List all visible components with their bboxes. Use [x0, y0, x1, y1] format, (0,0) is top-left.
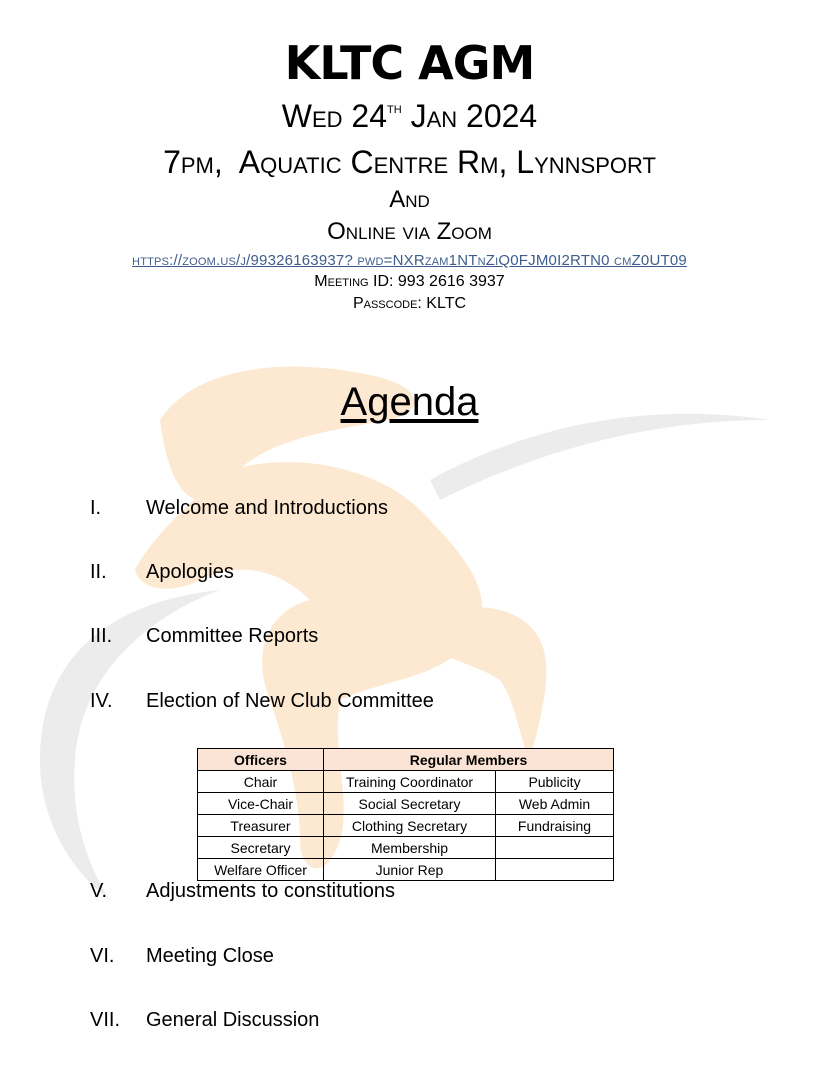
meeting-id: Meeting ID: 993 2616 3937	[314, 273, 505, 290]
table-row	[198, 793, 614, 815]
date-prefix: Wed 24	[281, 98, 388, 134]
committee-table	[197, 748, 614, 881]
agenda-item-number: III.	[90, 625, 113, 647]
passcode: Passcode: KLTC	[352, 295, 467, 312]
online-text: Online via Zoom	[327, 218, 492, 245]
agenda-item	[0, 497, 819, 523]
agenda-item-number: VI.	[90, 945, 115, 967]
header-regular-members: Regular Members	[324, 749, 614, 771]
agenda-item	[0, 690, 819, 716]
agenda-item-number: I.	[90, 497, 102, 519]
table-cell	[496, 837, 614, 859]
agenda-item-number: II.	[90, 561, 107, 583]
table-cell: Chair	[198, 771, 324, 793]
agenda-item-label: Adjustments to constitutions	[146, 880, 396, 902]
agenda-item-label: Election of New Club Committee	[146, 690, 434, 712]
agenda-item-label: Apologies	[146, 561, 234, 583]
agenda-item-number: VII.	[90, 1009, 121, 1031]
agenda-item-label: Welcome and Introductions	[146, 497, 388, 519]
agenda-item	[0, 625, 819, 651]
agenda-item-number: IV.	[90, 690, 113, 712]
table-row	[198, 859, 614, 881]
header-officers: Officers	[198, 749, 324, 771]
agenda-item-label: General Discussion	[146, 1009, 320, 1031]
table-cell: Treasurer	[198, 815, 324, 837]
table-cell: Publicity	[496, 771, 614, 793]
table-cell	[496, 859, 614, 881]
table-cell: Web Admin	[496, 793, 614, 815]
zoom-link[interactable]: https://zoom.us/j/99326163937? pwd=NXRzam1NTnZiQ0FJM0I2RTN0 cmZ0UT09	[132, 252, 687, 269]
agenda-item	[0, 880, 819, 906]
table-row	[198, 815, 614, 837]
table-header-row	[198, 749, 614, 771]
agenda-item-label: Committee Reports	[146, 625, 319, 647]
table-cell: Vice-Chair	[198, 793, 324, 815]
table-cell: Secretary	[198, 837, 324, 859]
table-cell: Junior Rep	[324, 859, 496, 881]
agenda-item-label: Meeting Close	[146, 945, 274, 967]
table-cell: Welfare Officer	[198, 859, 324, 881]
table-row	[198, 837, 614, 859]
meeting-venue: 7pm, Aquatic Centre Rm, Lynnsport	[163, 144, 656, 180]
agenda-item	[0, 945, 819, 971]
page-title: KLTC AGM	[284, 36, 535, 90]
table-cell: Training Coordinator	[324, 771, 496, 793]
table-cell: Clothing Secretary	[324, 815, 496, 837]
meeting-date	[0, 98, 819, 135]
agenda-item-number: V.	[90, 880, 108, 902]
table-cell: Membership	[324, 837, 496, 859]
table-cell: Social Secretary	[324, 793, 496, 815]
table-row	[198, 771, 614, 793]
date-rest: Jan 2024	[401, 98, 538, 134]
agenda-item	[0, 1009, 819, 1035]
agenda-item	[0, 561, 819, 587]
table-cell: Fundraising	[496, 815, 614, 837]
agenda-heading: Agenda	[340, 380, 479, 424]
and-text: And	[389, 186, 430, 213]
date-ordinal: th	[387, 100, 402, 117]
